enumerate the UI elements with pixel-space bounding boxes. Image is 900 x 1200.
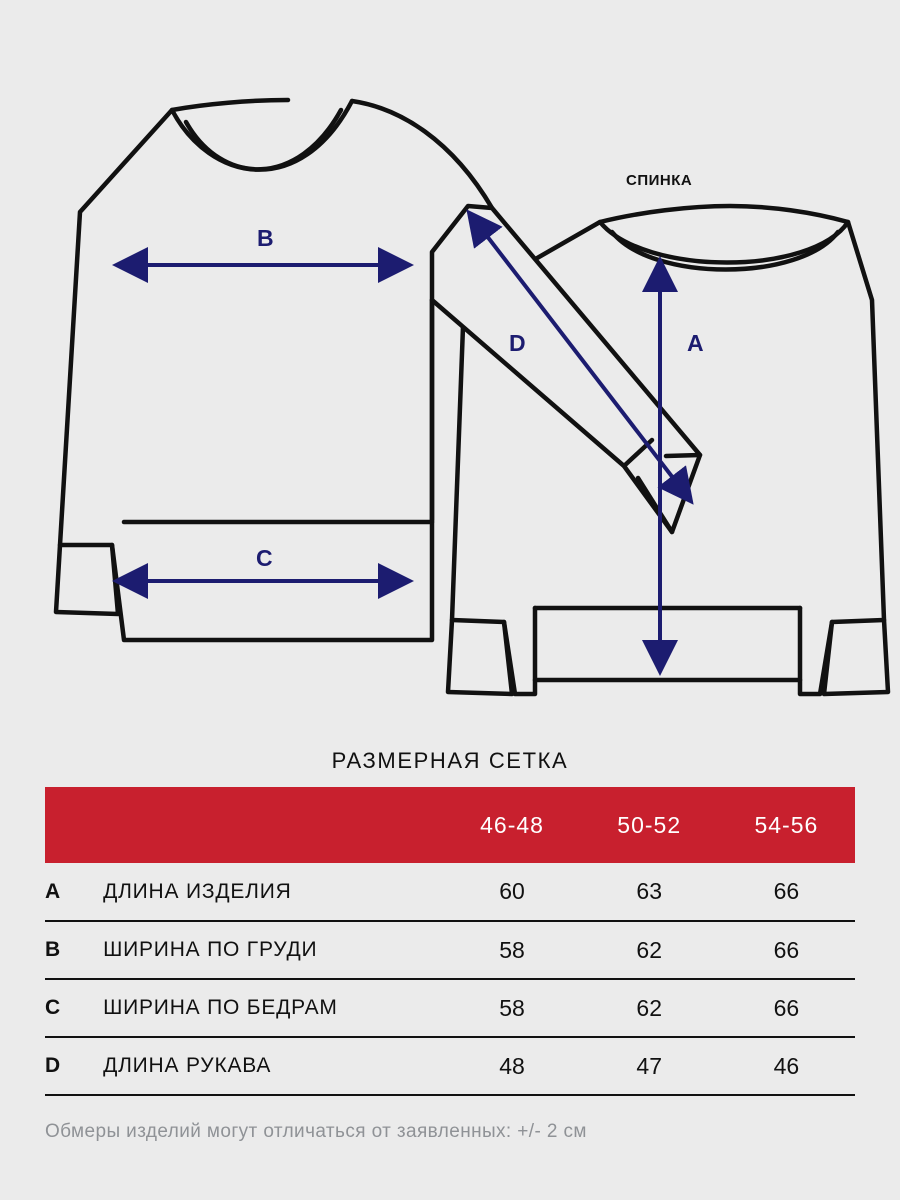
measurement-note: Обмеры изделий могут отличаться от заявленных: +/- 2 см (45, 1121, 587, 1142)
table-row (45, 1037, 855, 1095)
back-label: СПИНКА (626, 172, 693, 189)
row-name-b: ШИРИНА ПО ГРУДИ (103, 938, 318, 961)
dimension-letter-b: B (257, 225, 275, 251)
dimension-letter-c: C (256, 545, 274, 571)
table-row (45, 863, 855, 921)
table-header-row (45, 787, 855, 863)
row-d-value-46-48: 48 (499, 1052, 525, 1079)
size-grid-title: РАЗМЕРНАЯ СЕТКА (331, 748, 569, 773)
header-size-46-48: 46-48 (480, 811, 544, 838)
front-garment-outline (56, 100, 492, 640)
row-key-a: A (45, 879, 61, 903)
header-measurement (103, 787, 443, 863)
row-b-value-50-52: 62 (636, 936, 662, 963)
row-b-value-54-56: 66 (773, 936, 800, 963)
dimension-letter-d: D (509, 330, 527, 356)
header-key (45, 787, 103, 863)
header-size-54-56: 54-56 (754, 811, 819, 838)
row-key-b: B (45, 938, 61, 961)
row-key-c: C (45, 996, 61, 1019)
size-grid-table-wrapper (45, 787, 855, 1096)
row-a-value-46-48: 60 (499, 878, 525, 904)
row-c-value-50-52: 62 (636, 994, 662, 1021)
row-name-a: ДЛИНА ИЗДЕЛИЯ (103, 879, 292, 903)
row-a-value-54-56: 66 (773, 878, 800, 904)
row-a-value-50-52: 63 (636, 878, 662, 904)
row-b-value-46-48: 58 (499, 936, 525, 963)
row-c-value-54-56: 66 (773, 994, 800, 1021)
row-name-c: ШИРИНА ПО БЕДРАМ (103, 996, 338, 1019)
row-name-d: ДЛИНА РУКАВА (103, 1054, 272, 1077)
size-grid-table (45, 787, 855, 1096)
row-d-value-54-56: 46 (773, 1052, 800, 1079)
table-row (45, 979, 855, 1037)
row-d-value-50-52: 47 (636, 1052, 662, 1079)
row-key-d: D (45, 1054, 61, 1077)
row-c-value-46-48: 58 (499, 994, 525, 1021)
table-row (45, 921, 855, 979)
dimension-letter-a: A (687, 330, 705, 356)
header-size-50-52: 50-52 (617, 811, 682, 838)
